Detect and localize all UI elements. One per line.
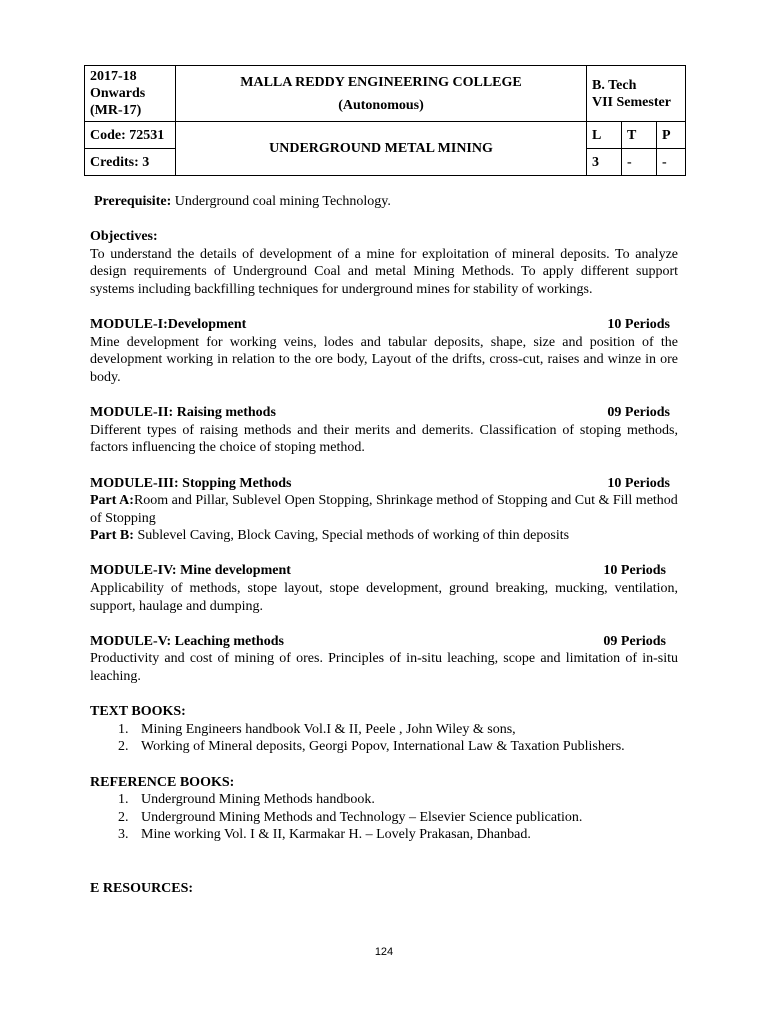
list-item	[90, 826, 678, 844]
course-code: Code: 72531	[90, 127, 165, 143]
module-4-title: MODULE-IV: Mine development	[90, 563, 291, 579]
reference-books-list	[90, 791, 678, 844]
module-3-title: MODULE-III: Stopping Methods	[90, 475, 292, 491]
item-text: Underground Mining Methods and Technology – Elsevier Science publication.	[141, 809, 583, 825]
p-value: -	[657, 149, 686, 176]
item-number: 3.	[118, 827, 129, 843]
item-number: 1.	[118, 792, 129, 808]
module-4-text: Applicability of methods, stope layout, stope development, ground breaking, mucking, ventilation, support, haulage and dumping.	[90, 581, 678, 614]
prerequisite-text: Underground coal mining Technology.	[174, 194, 391, 209]
module-2-periods: 09 Periods	[607, 405, 670, 421]
page-number: 124	[374, 946, 394, 958]
reference-books-heading: REFERENCE BOOKS:	[90, 774, 235, 790]
p-header: P	[657, 122, 686, 149]
text-books-heading: TEXT BOOKS:	[90, 704, 186, 720]
part-a-text: Room and Pillar, Sublevel Open Stopping, Shrinkage method of Stopping and Cut & Fill method of Stopping	[90, 493, 678, 526]
module-2-title: MODULE-II: Raising methods	[90, 405, 276, 421]
t-value: -	[622, 149, 657, 176]
l-value: 3	[587, 149, 622, 176]
list-item	[90, 721, 678, 739]
code-cell	[85, 122, 176, 149]
module-4-header	[90, 562, 678, 580]
list-item	[90, 738, 678, 756]
program-cell	[587, 66, 686, 122]
college-cell	[176, 66, 587, 122]
course-title: UNDERGROUND METAL MINING	[269, 141, 493, 156]
year-text: 2017-18	[90, 69, 137, 84]
module-4-periods: 10 Periods	[603, 563, 666, 579]
autonomous-text: (Autonomous)	[338, 97, 424, 113]
item-number: 1.	[118, 721, 129, 737]
item-number: 2.	[118, 809, 129, 825]
regulation-cell	[85, 66, 176, 122]
t-header: T	[622, 122, 657, 149]
college-name: MALLA REDDY ENGINEERING COLLEGE	[240, 74, 522, 90]
credits-text: Credits: 3	[90, 154, 150, 170]
e-resources-heading: E RESOURCES:	[90, 880, 194, 896]
program-text: B. Tech	[592, 77, 637, 93]
list-item	[90, 791, 678, 809]
credits-cell	[85, 149, 176, 176]
objectives-heading: Objectives:	[90, 229, 158, 245]
module-2-text: Different types of raising methods and their merits and demerits. Classification of stoping methods, factors influencing the choice of stoping method.	[90, 422, 678, 456]
module-5-text: Productivity and cost of mining of ores. Principles of in-situ leaching, scope and limitation of in-situ leaching.	[90, 651, 678, 685]
part-a-label: Part A:	[90, 493, 134, 509]
module-1-periods: 10 Periods	[607, 317, 670, 333]
module-3-part-b	[90, 527, 678, 545]
item-text: Mine working Vol. I & II, Karmakar H. – Lovely Prakasan, Dhanbad.	[141, 827, 531, 843]
prerequisite	[90, 193, 678, 211]
module-3-header	[90, 475, 678, 493]
onwards-text: Onwards	[90, 86, 146, 101]
l-header: L	[587, 122, 622, 149]
item-number: 2.	[118, 739, 129, 755]
item-text: Underground Mining Methods handbook.	[141, 792, 375, 808]
module-3-periods: 10 Periods	[607, 475, 670, 491]
module-1-text: Mine development for working veins, lodes and tabular deposits, shape, size and position of the development working in relation to the ore body, Layout of the drifts, cross-cut, raises and winze in ore body.	[90, 334, 678, 385]
part-b-text: Sublevel Caving, Block Caving, Special methods of working of thin deposits	[137, 528, 570, 544]
item-text: Working of Mineral deposits, Georgi Popov, International Law & Taxation Publishers.	[141, 739, 625, 755]
regulation-text: (MR-17)	[90, 103, 142, 118]
objectives-text: To understand the details of development of a mine for exploitation of mineral deposits. To analyze design requirements of Underground Coal and metal Mining Methods. To apply different support systems including backfilling techniques for underground mines for stability of workings.	[90, 246, 678, 297]
module-3-part-a	[90, 492, 678, 527]
prerequisite-label: Prerequisite:	[94, 194, 172, 209]
module-5-header	[90, 633, 678, 651]
text-books-list	[90, 721, 678, 756]
module-5-periods: 09 Periods	[603, 633, 666, 649]
module-1-header	[90, 316, 678, 334]
part-b-label: Part B:	[90, 528, 134, 544]
course-title-cell	[176, 122, 587, 176]
module-2-header	[90, 404, 678, 422]
module-5-title: MODULE-V: Leaching methods	[90, 633, 284, 649]
item-text: Mining Engineers handbook Vol.I & II, Peele , John Wiley & sons,	[141, 721, 516, 737]
list-item	[90, 809, 678, 827]
module-1-title: MODULE-I:Development	[90, 317, 247, 333]
course-header-table	[84, 65, 686, 176]
semester-text: VII Semester	[592, 94, 671, 110]
syllabus-body	[90, 193, 678, 897]
